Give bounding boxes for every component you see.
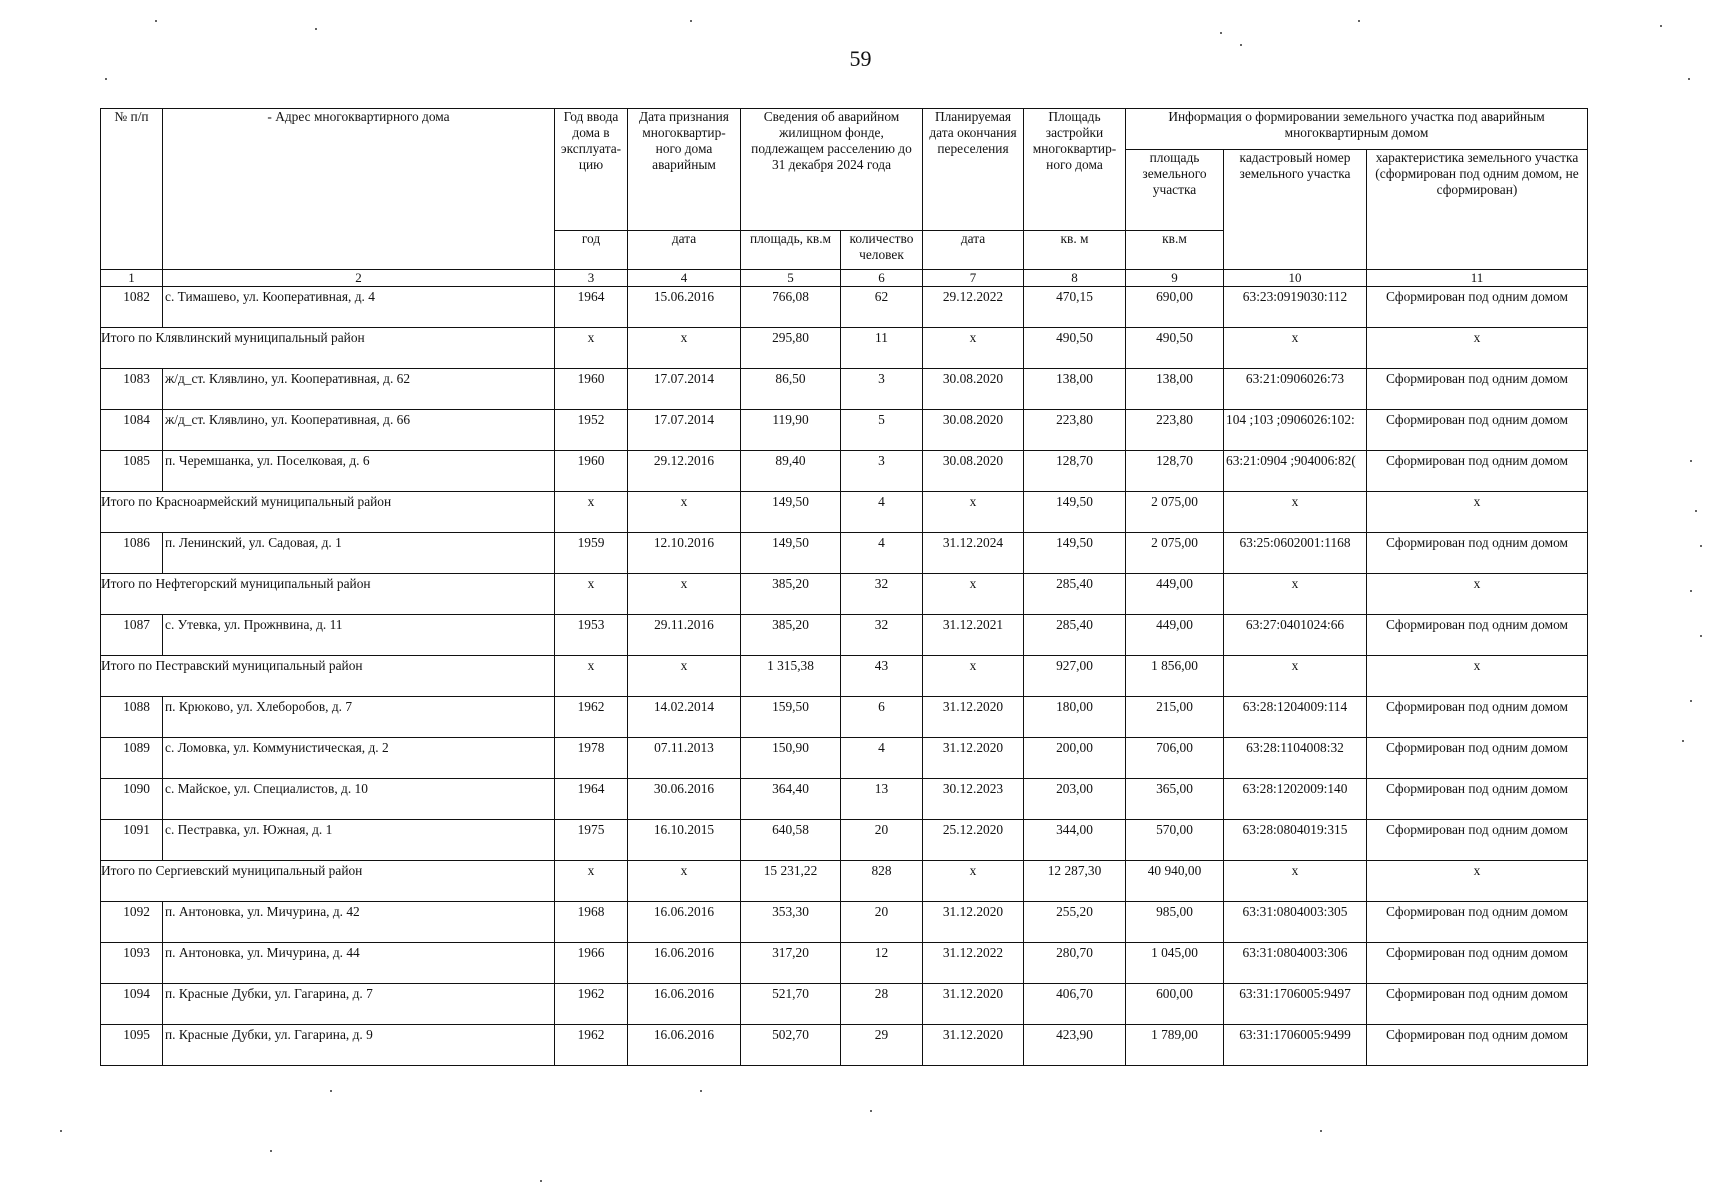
total-label: Итого по Клявлинский муниципальный район <box>101 328 555 369</box>
planned-date-cell: х <box>923 492 1024 533</box>
recognition-date-cell: 17.07.2014 <box>628 369 741 410</box>
address-cell: п. Крюково, ул. Хлеборобов, д. 7 <box>163 697 555 738</box>
land-area-cell: 223,80 <box>1126 410 1224 451</box>
area-cell: 149,50 <box>741 533 841 574</box>
people-cell: 4 <box>841 492 923 533</box>
land-area-cell: 365,00 <box>1126 779 1224 820</box>
area-cell: 364,40 <box>741 779 841 820</box>
scan-speck <box>540 1180 542 1182</box>
row-number: 1082 <box>101 287 163 328</box>
cadastral-cell: 63:25:0602001:1168 <box>1224 533 1367 574</box>
land-char-cell: х <box>1367 492 1588 533</box>
recognition-date-cell: х <box>628 861 741 902</box>
table-row <box>101 820 1588 861</box>
recognition-date-cell: х <box>628 574 741 615</box>
cadastral-cell: 63:31:0804003:306 <box>1224 943 1367 984</box>
table-body <box>101 287 1588 1066</box>
year-cell: 1952 <box>555 410 628 451</box>
people-cell: 3 <box>841 369 923 410</box>
area-cell: 766,08 <box>741 287 841 328</box>
row-number: 1091 <box>101 820 163 861</box>
cadastral-cell: 63:28:1204009:114 <box>1224 697 1367 738</box>
scan-speck <box>1695 510 1697 512</box>
total-row <box>101 328 1588 369</box>
building-area-cell: 149,50 <box>1024 533 1126 574</box>
scan-speck <box>1320 1130 1322 1132</box>
area-cell: 640,58 <box>741 820 841 861</box>
people-cell: 20 <box>841 902 923 943</box>
table-row <box>101 369 1588 410</box>
planned-date-cell: х <box>923 328 1024 369</box>
cadastral-cell: 63:28:1202009:140 <box>1224 779 1367 820</box>
area-cell: 385,20 <box>741 574 841 615</box>
table-row <box>101 1025 1588 1066</box>
cadastral-cell: 63:23:0919030:112 <box>1224 287 1367 328</box>
column-numbers-row <box>101 270 1588 287</box>
header-land-area: площадь земельного участка <box>1126 150 1224 231</box>
year-cell: 1964 <box>555 779 628 820</box>
scan-speck <box>330 1090 332 1092</box>
unit-kvm: кв. м <box>1024 231 1126 270</box>
cadastral-cell: х <box>1224 861 1367 902</box>
year-cell: х <box>555 656 628 697</box>
year-cell: х <box>555 861 628 902</box>
cadastral-cell: х <box>1224 656 1367 697</box>
area-cell: 150,90 <box>741 738 841 779</box>
header-cadastral: кадастровый номер земельного участка <box>1224 150 1367 270</box>
area-cell: 317,20 <box>741 943 841 984</box>
recognition-date-cell: 16.06.2016 <box>628 984 741 1025</box>
cadastral-cell: 63:28:0804019:315 <box>1224 820 1367 861</box>
cadastral-cell: х <box>1224 492 1367 533</box>
building-area-cell: 149,50 <box>1024 492 1126 533</box>
address-cell: ж/д_ст. Клявлино, ул. Кооперативная, д. 66 <box>163 410 555 451</box>
recognition-date-cell: х <box>628 492 741 533</box>
planned-date-cell: 30.08.2020 <box>923 369 1024 410</box>
column-number: 7 <box>923 270 1024 287</box>
planned-date-cell: 30.12.2023 <box>923 779 1024 820</box>
land-area-cell: 138,00 <box>1126 369 1224 410</box>
planned-date-cell: 31.12.2020 <box>923 1025 1024 1066</box>
planned-date-cell: х <box>923 861 1024 902</box>
scan-speck <box>690 20 692 22</box>
year-cell: 1964 <box>555 287 628 328</box>
table-row <box>101 902 1588 943</box>
row-number: 1094 <box>101 984 163 1025</box>
people-cell: 6 <box>841 697 923 738</box>
land-area-cell: 985,00 <box>1126 902 1224 943</box>
land-char-cell: Сформирован под одним домом <box>1367 533 1588 574</box>
land-char-cell: Сформирован под одним домом <box>1367 984 1588 1025</box>
planned-date-cell: х <box>923 574 1024 615</box>
table-row <box>101 410 1588 451</box>
header-num: № п/п <box>101 109 163 270</box>
page-number: 59 <box>849 46 872 71</box>
building-area-cell: 280,70 <box>1024 943 1126 984</box>
land-char-cell: Сформирован под одним домом <box>1367 410 1588 451</box>
land-area-cell: 690,00 <box>1126 287 1224 328</box>
header-emergency-fund: Сведения об аварийном жилищном фонде, подлежащем расселению до 31 декабря 2024 года <box>741 109 923 231</box>
column-number: 6 <box>841 270 923 287</box>
header-land-info: Информация о формировании земельного участка под аварийным многоквартирным домом <box>1126 109 1588 150</box>
planned-date-cell: 30.08.2020 <box>923 451 1024 492</box>
table-row <box>101 779 1588 820</box>
recognition-date-cell: х <box>628 328 741 369</box>
building-area-cell: 470,15 <box>1024 287 1126 328</box>
land-char-cell: Сформирован под одним домом <box>1367 902 1588 943</box>
building-area-cell: 285,40 <box>1024 615 1126 656</box>
recognition-date-cell: 15.06.2016 <box>628 287 741 328</box>
year-cell: 1962 <box>555 1025 628 1066</box>
cadastral-cell: х <box>1224 574 1367 615</box>
table-row <box>101 451 1588 492</box>
total-label: Итого по Пестравский муниципальный район <box>101 656 555 697</box>
planned-date-cell: 31.12.2022 <box>923 943 1024 984</box>
building-area-cell: 200,00 <box>1024 738 1126 779</box>
cadastral-cell: :0906026:102; 103; 104 <box>1224 410 1367 451</box>
land-area-cell: 449,00 <box>1126 615 1224 656</box>
scan-speck <box>1690 460 1692 462</box>
land-char-cell: х <box>1367 328 1588 369</box>
table-row <box>101 943 1588 984</box>
table-row <box>101 287 1588 328</box>
building-area-cell: 490,50 <box>1024 328 1126 369</box>
row-number: 1092 <box>101 902 163 943</box>
building-area-cell: 138,00 <box>1024 369 1126 410</box>
address-cell: п. Красные Дубки, ул. Гагарина, д. 7 <box>163 984 555 1025</box>
land-char-cell: х <box>1367 574 1588 615</box>
recognition-date-cell: 16.06.2016 <box>628 943 741 984</box>
area-cell: 502,70 <box>741 1025 841 1066</box>
column-number: 11 <box>1367 270 1588 287</box>
year-cell: 1978 <box>555 738 628 779</box>
land-char-cell: Сформирован под одним домом <box>1367 943 1588 984</box>
scan-speck <box>870 1110 872 1112</box>
row-number: 1093 <box>101 943 163 984</box>
table-row <box>101 697 1588 738</box>
recognition-date-cell: 17.07.2014 <box>628 410 741 451</box>
building-area-cell: 180,00 <box>1024 697 1126 738</box>
planned-date-cell: 31.12.2020 <box>923 902 1024 943</box>
recognition-date-cell: 16.06.2016 <box>628 902 741 943</box>
cadastral-cell: )904006:82; 63:21:0904 <box>1224 451 1367 492</box>
land-char-cell: Сформирован под одним домом <box>1367 738 1588 779</box>
scan-speck <box>1688 78 1690 80</box>
planned-date-cell: 31.12.2020 <box>923 697 1024 738</box>
recognition-date-cell: 14.02.2014 <box>628 697 741 738</box>
land-char-cell: Сформирован под одним домом <box>1367 779 1588 820</box>
area-cell: 149,50 <box>741 492 841 533</box>
land-area-cell: 40 940,00 <box>1126 861 1224 902</box>
scan-speck <box>1660 25 1662 27</box>
row-number: 1087 <box>101 615 163 656</box>
address-cell: ж/д_ст. Клявлино, ул. Кооперативная, д. 62 <box>163 369 555 410</box>
address-cell: с. Тимашево, ул. Кооперативная, д. 4 <box>163 287 555 328</box>
year-cell: х <box>555 574 628 615</box>
building-area-cell: 927,00 <box>1024 656 1126 697</box>
header-planned-date: Планируемая дата окончания переселения <box>923 109 1024 231</box>
year-cell: 1968 <box>555 902 628 943</box>
people-cell: 13 <box>841 779 923 820</box>
total-row <box>101 656 1588 697</box>
column-number: 2 <box>163 270 555 287</box>
scan-speck <box>1358 20 1360 22</box>
column-number: 9 <box>1126 270 1224 287</box>
land-area-cell: 449,00 <box>1126 574 1224 615</box>
building-area-cell: 406,70 <box>1024 984 1126 1025</box>
year-cell: 1962 <box>555 984 628 1025</box>
people-cell: 32 <box>841 615 923 656</box>
recognition-date-cell: 12.10.2016 <box>628 533 741 574</box>
row-number: 1089 <box>101 738 163 779</box>
column-number: 1 <box>101 270 163 287</box>
planned-date-cell: 29.12.2022 <box>923 287 1024 328</box>
address-cell: п. Антоновка, ул. Мичурина, д. 44 <box>163 943 555 984</box>
area-cell: 86,50 <box>741 369 841 410</box>
row-number: 1086 <box>101 533 163 574</box>
land-char-cell: Сформирован под одним домом <box>1367 697 1588 738</box>
header-address: - Адрес многоквартирного дома <box>163 109 555 270</box>
people-cell: 32 <box>841 574 923 615</box>
column-number: 10 <box>1224 270 1367 287</box>
area-cell: 89,40 <box>741 451 841 492</box>
land-char-cell: Сформирован под одним домом <box>1367 369 1588 410</box>
emergency-housing-table <box>100 108 1588 1066</box>
building-area-cell: 12 287,30 <box>1024 861 1126 902</box>
unit-area: площадь, кв.м <box>741 231 841 270</box>
address-cell: с. Утевка, ул. Прожнвина, д. 11 <box>163 615 555 656</box>
scan-speck <box>1240 44 1242 46</box>
scan-speck <box>270 1150 272 1152</box>
land-area-cell: 490,50 <box>1126 328 1224 369</box>
people-cell: 3 <box>841 451 923 492</box>
scan-speck <box>155 20 157 22</box>
planned-date-cell: х <box>923 656 1024 697</box>
total-row <box>101 492 1588 533</box>
scan-speck <box>315 28 317 30</box>
year-cell: 1960 <box>555 451 628 492</box>
land-char-cell: Сформирован под одним домом <box>1367 451 1588 492</box>
area-cell: 295,80 <box>741 328 841 369</box>
row-number: 1088 <box>101 697 163 738</box>
recognition-date-cell: х <box>628 656 741 697</box>
people-cell: 5 <box>841 410 923 451</box>
planned-date-cell: 30.08.2020 <box>923 410 1024 451</box>
total-label: Итого по Красноармейский муниципальный район <box>101 492 555 533</box>
unit-year: год <box>555 231 628 270</box>
planned-date-cell: 31.12.2021 <box>923 615 1024 656</box>
cadastral-cell: х <box>1224 328 1367 369</box>
land-area-cell: 570,00 <box>1126 820 1224 861</box>
land-area-cell: 1 045,00 <box>1126 943 1224 984</box>
year-cell: 1959 <box>555 533 628 574</box>
land-char-cell: Сформирован под одним домом <box>1367 1025 1588 1066</box>
column-number: 3 <box>555 270 628 287</box>
recognition-date-cell: 29.12.2016 <box>628 451 741 492</box>
people-cell: 4 <box>841 738 923 779</box>
header-year: Год ввода дома в эксплуата-цию <box>555 109 628 231</box>
scan-speck <box>700 1090 702 1092</box>
recognition-date-cell: 16.10.2015 <box>628 820 741 861</box>
building-area-cell: 128,70 <box>1024 451 1126 492</box>
cadastral-cell: 63:21:0906026:73 <box>1224 369 1367 410</box>
planned-date-cell: 31.12.2024 <box>923 533 1024 574</box>
land-char-cell: Сформирован под одним домом <box>1367 287 1588 328</box>
cadastral-cell: 63:31:0804003:305 <box>1224 902 1367 943</box>
recognition-date-cell: 16.06.2016 <box>628 1025 741 1066</box>
row-number: 1083 <box>101 369 163 410</box>
scan-speck <box>105 78 107 80</box>
year-cell: х <box>555 328 628 369</box>
scan-speck <box>1682 740 1684 742</box>
address-cell: п. Ленинский, ул. Садовая, д. 1 <box>163 533 555 574</box>
address-cell: с. Майское, ул. Специалистов, д. 10 <box>163 779 555 820</box>
total-label: Итого по Нефтегорский муниципальный район <box>101 574 555 615</box>
table-row <box>101 984 1588 1025</box>
scan-speck <box>60 1130 62 1132</box>
recognition-date-cell: 30.06.2016 <box>628 779 741 820</box>
land-char-cell: Сформирован под одним домом <box>1367 820 1588 861</box>
area-cell: 353,30 <box>741 902 841 943</box>
recognition-date-cell: 29.11.2016 <box>628 615 741 656</box>
row-number: 1095 <box>101 1025 163 1066</box>
land-area-cell: 1 789,00 <box>1126 1025 1224 1066</box>
land-area-cell: 1 856,00 <box>1126 656 1224 697</box>
year-cell: 1975 <box>555 820 628 861</box>
people-cell: 43 <box>841 656 923 697</box>
recognition-date-cell: 07.11.2013 <box>628 738 741 779</box>
table-row <box>101 533 1588 574</box>
building-area-cell: 203,00 <box>1024 779 1126 820</box>
building-area-cell: 423,90 <box>1024 1025 1126 1066</box>
unit-date: дата <box>628 231 741 270</box>
row-number: 1084 <box>101 410 163 451</box>
people-cell: 62 <box>841 287 923 328</box>
scan-speck <box>1220 32 1222 34</box>
land-area-cell: 2 075,00 <box>1126 492 1224 533</box>
scan-speck <box>1690 590 1692 592</box>
address-cell: п. Черемшанка, ул. Поселковая, д. 6 <box>163 451 555 492</box>
planned-date-cell: 31.12.2020 <box>923 738 1024 779</box>
people-cell: 28 <box>841 984 923 1025</box>
year-cell: х <box>555 492 628 533</box>
cadastral-cell: 63:27:0401024:66 <box>1224 615 1367 656</box>
planned-date-cell: 31.12.2020 <box>923 984 1024 1025</box>
people-cell: 20 <box>841 820 923 861</box>
address-cell: п. Антоновка, ул. Мичурина, д. 42 <box>163 902 555 943</box>
header-land-char: характеристика земельного участка (сформирован под одним домом, не сформирован) <box>1367 150 1588 270</box>
total-label: Итого по Сергиевский муниципальный район <box>101 861 555 902</box>
header-building-area: Площадь застройки многоквартир-ного дома <box>1024 109 1126 231</box>
year-cell: 1960 <box>555 369 628 410</box>
table-row <box>101 738 1588 779</box>
row-number: 1090 <box>101 779 163 820</box>
building-area-cell: 344,00 <box>1024 820 1126 861</box>
row-number: 1085 <box>101 451 163 492</box>
unit-kvm-land: кв.м <box>1126 231 1224 270</box>
column-number: 8 <box>1024 270 1126 287</box>
table-row <box>101 615 1588 656</box>
land-area-cell: 215,00 <box>1126 697 1224 738</box>
cadastral-cell: 63:28:1104008:32 <box>1224 738 1367 779</box>
address-cell: с. Ломовка, ул. Коммунистическая, д. 2 <box>163 738 555 779</box>
scan-speck <box>1700 545 1702 547</box>
scan-speck <box>1700 635 1702 637</box>
year-cell: 1953 <box>555 615 628 656</box>
area-cell: 15 231,22 <box>741 861 841 902</box>
address-cell: п. Красные Дубки, ул. Гагарина, д. 9 <box>163 1025 555 1066</box>
year-cell: 1966 <box>555 943 628 984</box>
land-char-cell: х <box>1367 861 1588 902</box>
land-char-cell: х <box>1367 656 1588 697</box>
header-recognition-date: Дата признания многоквартир-ного дома аварийным <box>628 109 741 231</box>
address-cell: с. Пестравка, ул. Южная, д. 1 <box>163 820 555 861</box>
year-cell: 1962 <box>555 697 628 738</box>
area-cell: 1 315,38 <box>741 656 841 697</box>
land-area-cell: 706,00 <box>1126 738 1224 779</box>
land-area-cell: 128,70 <box>1126 451 1224 492</box>
unit-people: количество человек <box>841 231 923 270</box>
building-area-cell: 285,40 <box>1024 574 1126 615</box>
total-row <box>101 574 1588 615</box>
area-cell: 521,70 <box>741 984 841 1025</box>
cadastral-cell: 63:31:1706005:9499 <box>1224 1025 1367 1066</box>
land-area-cell: 600,00 <box>1126 984 1224 1025</box>
cadastral-cell: 63:31:1706005:9497 <box>1224 984 1367 1025</box>
land-char-cell: Сформирован под одним домом <box>1367 615 1588 656</box>
total-row <box>101 861 1588 902</box>
area-cell: 159,50 <box>741 697 841 738</box>
column-number: 4 <box>628 270 741 287</box>
planned-date-cell: 25.12.2020 <box>923 820 1024 861</box>
building-area-cell: 255,20 <box>1024 902 1126 943</box>
people-cell: 828 <box>841 861 923 902</box>
land-area-cell: 2 075,00 <box>1126 533 1224 574</box>
people-cell: 11 <box>841 328 923 369</box>
building-area-cell: 223,80 <box>1024 410 1126 451</box>
scan-speck <box>1690 700 1692 702</box>
area-cell: 119,90 <box>741 410 841 451</box>
unit-date-planned: дата <box>923 231 1024 270</box>
people-cell: 12 <box>841 943 923 984</box>
people-cell: 4 <box>841 533 923 574</box>
people-cell: 29 <box>841 1025 923 1066</box>
area-cell: 385,20 <box>741 615 841 656</box>
column-number: 5 <box>741 270 841 287</box>
